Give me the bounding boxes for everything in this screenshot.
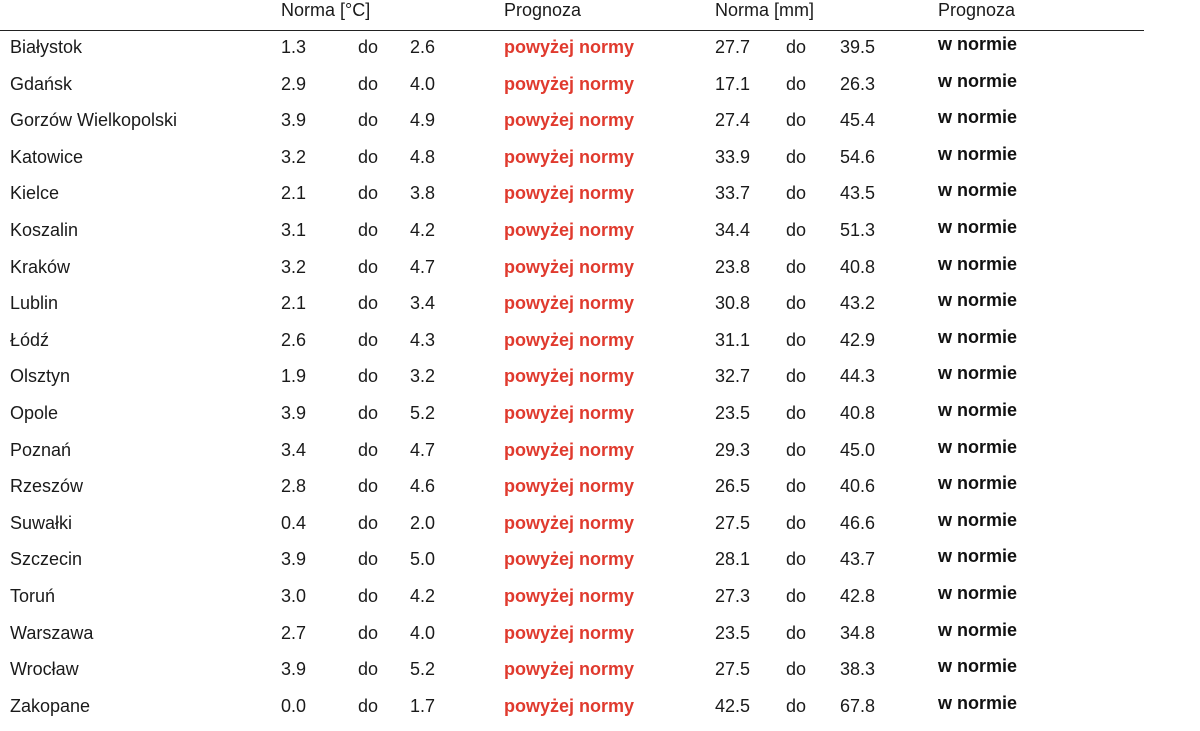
precip-norm-to: do bbox=[786, 146, 807, 167]
precip-norm-max: 34.8 bbox=[840, 622, 876, 643]
temp-norm-max: 1.7 bbox=[410, 695, 436, 716]
temp-norm-max: 4.6 bbox=[410, 476, 436, 497]
table-row bbox=[0, 475, 1144, 512]
temp-norm-to: do bbox=[358, 403, 379, 423]
temp-norm-max: 5.2 bbox=[410, 403, 436, 423]
temp-norm-min: 2.1 bbox=[281, 293, 307, 314]
precip-norm-to: do bbox=[786, 476, 807, 497]
precip-norm-to: do bbox=[786, 695, 807, 716]
table-header bbox=[0, 0, 1144, 31]
precip-forecast: w normie bbox=[938, 619, 1018, 640]
temp-norm-max: 4.8 bbox=[410, 146, 436, 167]
temp-norm-min: 2.9 bbox=[281, 73, 307, 94]
temp-norm-max: 4.9 bbox=[410, 110, 436, 131]
precip-norm-max: 45.4 bbox=[840, 110, 876, 131]
temp-norm-min: 3.9 bbox=[281, 549, 307, 570]
temp-forecast: powyżej normy bbox=[504, 183, 635, 204]
precip-norm-max: 46.6 bbox=[840, 512, 876, 533]
table-row bbox=[0, 253, 1144, 293]
precip-forecast: w normie bbox=[938, 180, 1018, 201]
temp-forecast: powyżej normy bbox=[504, 329, 635, 350]
table-row bbox=[0, 326, 1144, 366]
temp-norm-to: do bbox=[358, 146, 379, 167]
temp-norm-min: 3.9 bbox=[281, 403, 307, 423]
temp-norm-max: 2.0 bbox=[410, 512, 436, 533]
precip-forecast: w normie bbox=[938, 217, 1018, 237]
temp-norm-max: 4.2 bbox=[410, 220, 436, 240]
precip-forecast: w normie bbox=[938, 692, 1018, 713]
temp-norm-min: 3.2 bbox=[281, 256, 307, 277]
precip-norm-to: do bbox=[786, 110, 807, 131]
precip-norm-min: 31.1 bbox=[715, 329, 751, 350]
temp-norm-min: 1.3 bbox=[281, 37, 307, 57]
temp-norm-min: 3.4 bbox=[281, 439, 307, 460]
precip-norm-max: 38.3 bbox=[840, 659, 876, 680]
temp-norm-max: 4.2 bbox=[410, 586, 436, 606]
precip-norm-to: do bbox=[786, 659, 807, 680]
precip-norm-max: 40.8 bbox=[840, 403, 876, 423]
table-row bbox=[0, 182, 1144, 219]
precip-norm-to: do bbox=[786, 183, 807, 204]
temp-norm-to: do bbox=[358, 73, 379, 94]
precip-norm-max: 26.3 bbox=[840, 73, 876, 94]
precip-norm-min: 23.5 bbox=[715, 403, 751, 423]
temp-norm-min: 0.4 bbox=[281, 512, 307, 533]
temp-norm-min: 2.1 bbox=[281, 183, 307, 204]
header-precip-forecast: Prognoza bbox=[938, 0, 1016, 20]
table-row bbox=[0, 70, 1144, 110]
precip-norm-min: 17.1 bbox=[715, 73, 751, 94]
precip-norm-min: 27.7 bbox=[715, 37, 751, 57]
temp-norm-to: do bbox=[358, 476, 379, 497]
temp-norm-min: 1.9 bbox=[281, 366, 307, 387]
precip-norm-max: 40.8 bbox=[840, 256, 876, 277]
city-name: Opole bbox=[10, 403, 59, 423]
precip-forecast: w normie bbox=[938, 70, 1018, 91]
temp-forecast: powyżej normy bbox=[504, 73, 635, 94]
table-row bbox=[0, 585, 1144, 622]
precip-norm-min: 33.7 bbox=[715, 183, 751, 204]
temp-forecast: powyżej normy bbox=[504, 622, 635, 643]
temp-norm-to: do bbox=[358, 183, 379, 204]
precip-norm-min: 32.7 bbox=[715, 366, 751, 387]
precip-norm-max: 43.5 bbox=[840, 183, 876, 204]
precip-norm-max: 44.3 bbox=[840, 366, 876, 387]
temp-norm-to: do bbox=[358, 37, 379, 57]
precip-norm-to: do bbox=[786, 329, 807, 350]
city-name: Gorzów Wielkopolski bbox=[10, 110, 178, 131]
precip-norm-max: 45.0 bbox=[840, 439, 876, 460]
temp-norm-max: 5.2 bbox=[410, 659, 436, 680]
precip-forecast: w normie bbox=[938, 107, 1018, 128]
temp-forecast: powyżej normy bbox=[504, 37, 635, 57]
precip-forecast: w normie bbox=[938, 473, 1018, 494]
temp-norm-min: 3.2 bbox=[281, 146, 307, 167]
precip-forecast: w normie bbox=[938, 363, 1018, 384]
precip-norm-min: 42.5 bbox=[715, 695, 751, 716]
city-name: Koszalin bbox=[10, 220, 79, 240]
temp-norm-min: 2.8 bbox=[281, 476, 307, 497]
precip-norm-min: 29.3 bbox=[715, 439, 751, 460]
city-name: Gdańsk bbox=[10, 73, 73, 94]
precip-norm-min: 26.5 bbox=[715, 476, 751, 497]
temp-norm-min: 0.0 bbox=[281, 695, 307, 716]
temp-norm-max: 2.6 bbox=[410, 37, 436, 57]
city-name: Kielce bbox=[10, 183, 60, 204]
temp-forecast: powyżej normy bbox=[504, 439, 635, 460]
table-row bbox=[0, 436, 1144, 476]
header-temp-norm: Norma [°C] bbox=[281, 0, 371, 20]
precip-forecast: w normie bbox=[938, 583, 1018, 603]
city-name: Kraków bbox=[10, 256, 71, 277]
temp-norm-max: 4.0 bbox=[410, 73, 436, 94]
city-name: Zakopane bbox=[10, 695, 91, 716]
precip-norm-to: do bbox=[786, 256, 807, 277]
table-row bbox=[0, 109, 1144, 146]
table-row bbox=[0, 219, 1144, 256]
precip-norm-max: 42.9 bbox=[840, 329, 876, 350]
precip-forecast: w normie bbox=[938, 400, 1018, 420]
precip-norm-to: do bbox=[786, 512, 807, 533]
precip-forecast: w normie bbox=[938, 290, 1018, 311]
temp-norm-min: 2.7 bbox=[281, 622, 307, 643]
precip-norm-min: 33.9 bbox=[715, 146, 751, 167]
table-row bbox=[0, 658, 1144, 695]
header-precip-norm: Norma [mm] bbox=[715, 0, 814, 20]
precip-norm-max: 43.2 bbox=[840, 293, 876, 314]
precip-norm-to: do bbox=[786, 439, 807, 460]
table-row bbox=[0, 619, 1144, 659]
precip-norm-min: 27.5 bbox=[715, 659, 751, 680]
temp-norm-max: 3.8 bbox=[410, 183, 436, 204]
precip-norm-min: 27.4 bbox=[715, 110, 751, 131]
temp-norm-to: do bbox=[358, 293, 379, 314]
precip-norm-min: 34.4 bbox=[715, 220, 751, 240]
temp-norm-min: 2.6 bbox=[281, 329, 307, 350]
precip-norm-min: 27.5 bbox=[715, 512, 751, 533]
temp-norm-to: do bbox=[358, 586, 379, 606]
precip-norm-max: 51.3 bbox=[840, 220, 876, 240]
temp-norm-to: do bbox=[358, 366, 379, 387]
table-row bbox=[0, 365, 1144, 402]
temp-norm-min: 3.1 bbox=[281, 220, 307, 240]
temp-forecast: powyżej normy bbox=[504, 403, 635, 423]
precip-norm-min: 23.8 bbox=[715, 256, 751, 277]
precip-norm-to: do bbox=[786, 73, 807, 94]
table-row bbox=[0, 402, 1144, 439]
city-name: Toruń bbox=[10, 586, 56, 606]
temp-forecast: powyżej normy bbox=[504, 366, 635, 387]
table-row bbox=[0, 509, 1144, 549]
city-name: Olsztyn bbox=[10, 366, 71, 387]
precip-norm-max: 43.7 bbox=[840, 549, 876, 570]
precip-norm-max: 42.8 bbox=[840, 586, 876, 606]
temp-forecast: powyżej normy bbox=[504, 586, 635, 606]
temp-norm-max: 3.4 bbox=[410, 293, 436, 314]
temp-norm-max: 4.7 bbox=[410, 439, 436, 460]
city-name: Łódź bbox=[10, 329, 50, 350]
precip-norm-min: 30.8 bbox=[715, 293, 751, 314]
precip-norm-min: 28.1 bbox=[715, 549, 751, 570]
temp-norm-to: do bbox=[358, 110, 379, 131]
table-row bbox=[0, 548, 1144, 585]
temp-norm-max: 3.2 bbox=[410, 366, 436, 387]
table-row bbox=[0, 292, 1144, 329]
temp-forecast: powyżej normy bbox=[504, 549, 635, 570]
temp-forecast: powyżej normy bbox=[504, 293, 635, 314]
temp-norm-max: 4.3 bbox=[410, 329, 436, 350]
city-name: Katowice bbox=[10, 146, 84, 167]
temp-norm-to: do bbox=[358, 329, 379, 350]
precip-norm-max: 54.6 bbox=[840, 146, 876, 167]
temp-norm-to: do bbox=[358, 659, 379, 680]
precip-norm-to: do bbox=[786, 37, 807, 57]
table-row bbox=[0, 36, 1144, 73]
temp-norm-max: 5.0 bbox=[410, 549, 436, 570]
temp-norm-to: do bbox=[358, 512, 379, 533]
temp-forecast: powyżej normy bbox=[504, 512, 635, 533]
precip-forecast: w normie bbox=[938, 143, 1018, 164]
precip-forecast: w normie bbox=[938, 253, 1018, 274]
temp-forecast: powyżej normy bbox=[504, 220, 635, 240]
temp-norm-to: do bbox=[358, 549, 379, 570]
precip-norm-to: do bbox=[786, 403, 807, 423]
temp-forecast: powyżej normy bbox=[504, 695, 635, 716]
city-name: Rzeszów bbox=[10, 476, 84, 497]
temp-norm-to: do bbox=[358, 695, 379, 716]
temp-norm-max: 4.0 bbox=[410, 622, 436, 643]
precip-forecast: w normie bbox=[938, 436, 1018, 457]
precip-norm-to: do bbox=[786, 586, 807, 606]
temp-forecast: powyżej normy bbox=[504, 659, 635, 680]
precip-norm-to: do bbox=[786, 293, 807, 314]
temp-forecast: powyżej normy bbox=[504, 476, 635, 497]
precip-norm-to: do bbox=[786, 622, 807, 643]
temp-forecast: powyżej normy bbox=[504, 256, 635, 277]
header-temp-forecast: Prognoza bbox=[504, 0, 582, 20]
precip-norm-to: do bbox=[786, 366, 807, 387]
precip-norm-min: 23.5 bbox=[715, 622, 751, 643]
table-row bbox=[0, 692, 1144, 731]
city-name: Wrocław bbox=[10, 659, 79, 680]
table-row bbox=[0, 143, 1144, 183]
temp-norm-max: 4.7 bbox=[410, 256, 436, 277]
precip-norm-to: do bbox=[786, 220, 807, 240]
precip-forecast: w normie bbox=[938, 509, 1018, 530]
precip-norm-max: 39.5 bbox=[840, 37, 876, 57]
temp-norm-to: do bbox=[358, 256, 379, 277]
temp-forecast: powyżej normy bbox=[504, 146, 635, 167]
precip-forecast: w normie bbox=[938, 546, 1018, 567]
precip-norm-max: 40.6 bbox=[840, 476, 876, 497]
city-name: Lublin bbox=[10, 293, 59, 314]
city-name: Warszawa bbox=[10, 622, 94, 643]
city-name: Poznań bbox=[10, 439, 72, 460]
temp-norm-to: do bbox=[358, 220, 379, 240]
temp-norm-to: do bbox=[358, 439, 379, 460]
temp-norm-min: 3.9 bbox=[281, 659, 307, 680]
precip-norm-to: do bbox=[786, 549, 807, 570]
precip-forecast: w normie bbox=[938, 656, 1018, 677]
precip-forecast: w normie bbox=[938, 34, 1018, 54]
temp-norm-min: 3.9 bbox=[281, 110, 307, 131]
temp-norm-min: 3.0 bbox=[281, 586, 307, 606]
city-name: Suwałki bbox=[10, 512, 73, 533]
precip-norm-max: 67.8 bbox=[840, 695, 876, 716]
temp-norm-to: do bbox=[358, 622, 379, 643]
city-name: Szczecin bbox=[10, 549, 83, 570]
precip-norm-min: 27.3 bbox=[715, 586, 751, 606]
precip-forecast: w normie bbox=[938, 326, 1018, 347]
city-name: Białystok bbox=[10, 37, 83, 57]
temp-forecast: powyżej normy bbox=[504, 110, 635, 131]
